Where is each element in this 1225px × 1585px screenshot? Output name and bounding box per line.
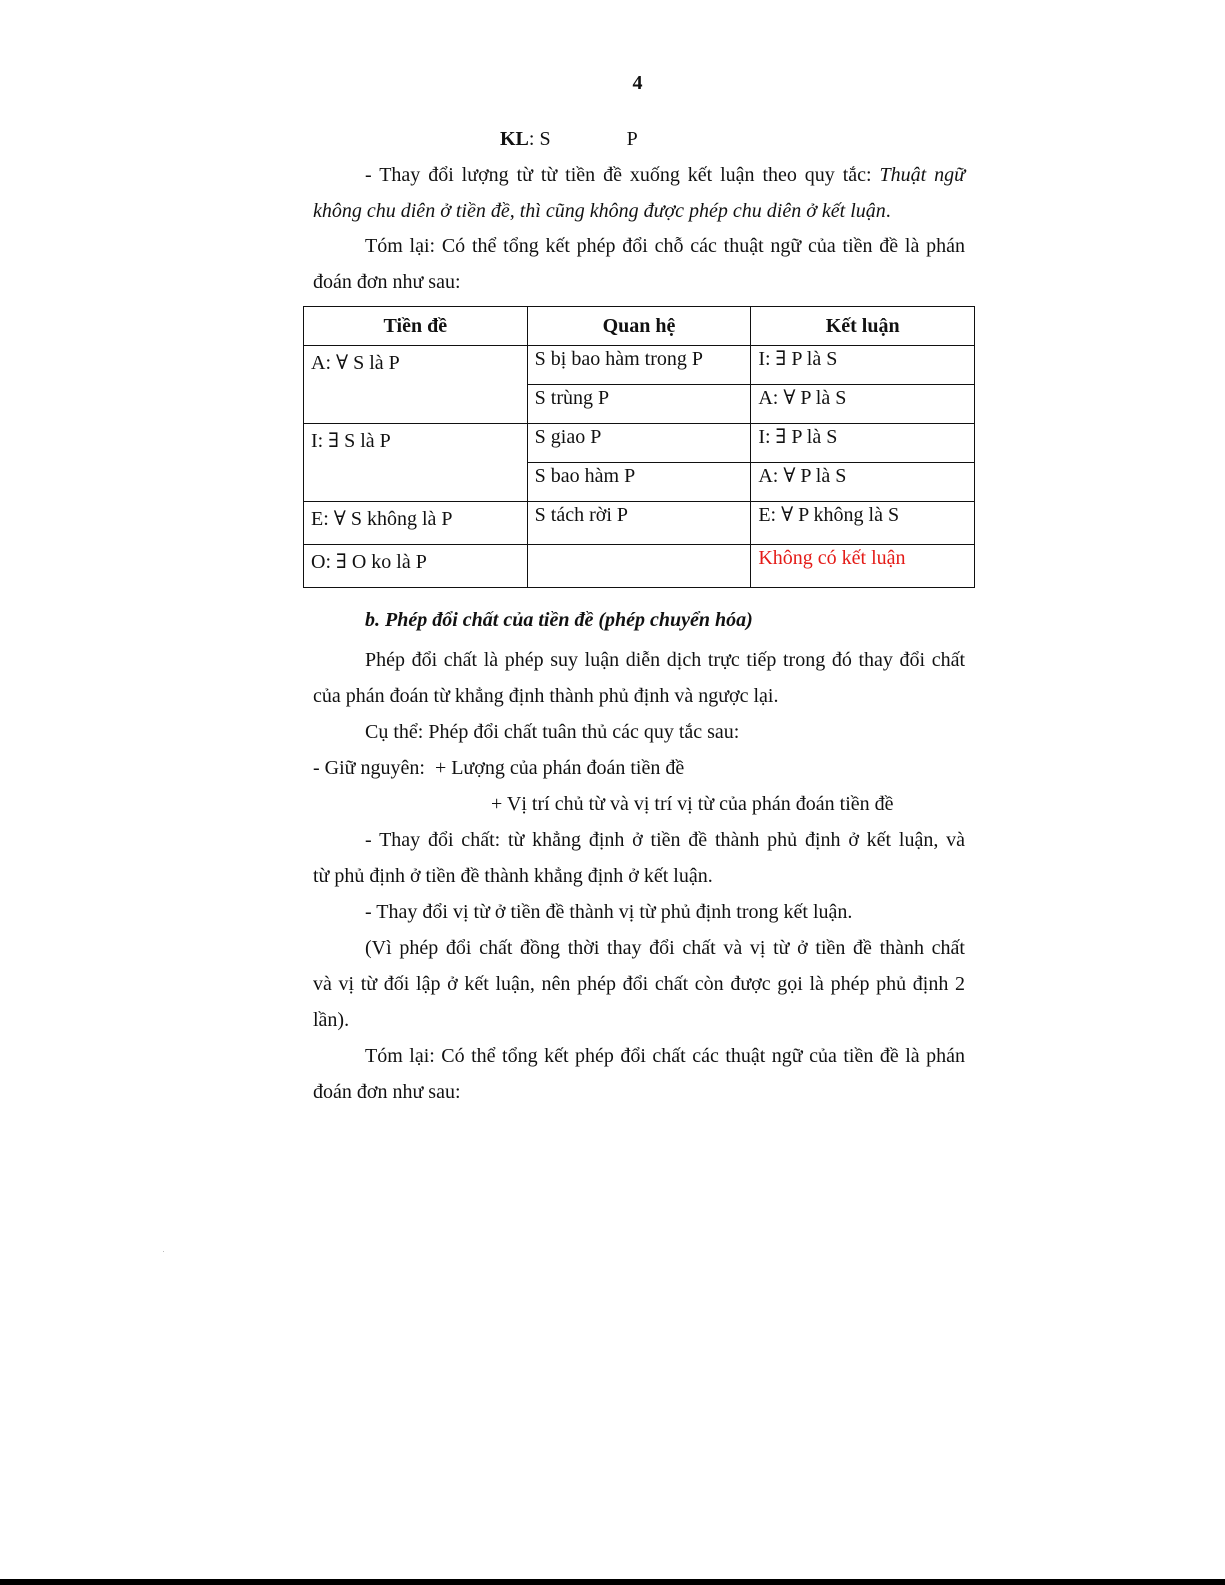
relation-cell: S trùng P: [527, 385, 751, 424]
keep-item: + Lượng của phán đoán tiền đề: [434, 757, 685, 779]
table-row: [304, 502, 975, 545]
paragraph-summary-conversion: Tóm lại: Có thể tổng kết phép đổi chỗ các thuật ngữ của tiền đề là phán đoán đơn như sau:: [313, 235, 965, 293]
page-number: 4: [632, 72, 643, 94]
paragraph-change-predicate: - Thay đổi vị từ ở tiền đề thành vị từ phủ định trong kết luận.: [365, 901, 853, 923]
table-header-row: [304, 307, 975, 346]
conclusion-cell: I: ∃ P là S: [751, 346, 975, 385]
conclusion-predicate: P: [626, 128, 638, 150]
premise-cell: I: ∃ S là P: [304, 424, 528, 502]
premise-cell: E: ∀ S không là P: [304, 502, 528, 545]
conversion-summary-table: [303, 306, 975, 588]
header-premise: Tiền đề: [304, 307, 528, 346]
no-conclusion-cell: Không có kết luận: [751, 545, 975, 588]
conclusion-label: KL: [500, 128, 529, 150]
table-row: [304, 346, 975, 385]
keep-item: + Vị trí chủ từ và vị trí vị từ của phán đoán tiền đề: [491, 793, 894, 815]
conclusion-line: [500, 124, 638, 154]
conclusion-subject: : S: [528, 128, 551, 150]
header-conclusion: Kết luận: [751, 307, 975, 346]
paragraph-explanation: (Vì phép đổi chất đồng thời thay đổi chất và vị từ ở tiền đề thành chất và vị từ đối lập ở kết luận, nên phép đổi chất còn được gọi là phép phủ định 2 lần).: [313, 937, 965, 1031]
header-relation: Quan hệ: [527, 307, 751, 346]
conclusion-cell: A: ∀ P là S: [751, 385, 975, 424]
relation-cell: S bao hàm P: [527, 463, 751, 502]
premise-cell: O: ∃ O ko là P: [304, 545, 528, 588]
table-row: [304, 545, 975, 588]
paragraph-quantifier-rule: - Thay đổi lượng từ từ tiền đề xuống kết luận theo quy tắc: Thuật ngữ không chu diên ở tiền đề, thì cũng không được phép chu diên ở kết luận.: [313, 164, 965, 222]
conclusion-cell: E: ∀ P không là S: [751, 502, 975, 545]
relation-cell: S bị bao hàm trong P: [527, 346, 751, 385]
paragraph-keep-rules: [313, 750, 965, 822]
relation-cell: S tách rời P: [527, 502, 751, 545]
keep-lead: - Giữ nguyên:: [313, 757, 425, 779]
table-row: [304, 424, 975, 463]
relation-cell: S giao P: [527, 424, 751, 463]
premise-cell: A: ∀ S là P: [304, 346, 528, 424]
paragraph-definition: Phép đổi chất là phép suy luận diễn dịch trực tiếp trong đó thay đổi chất của phán đoán từ khẳng định thành phủ định và ngược lại.: [313, 649, 965, 707]
rule-italic-start: Thuật ngữ: [879, 164, 965, 186]
scan-speck: [163, 1251, 164, 1252]
rule-text: - Thay đổi lượng từ từ tiền đề xuống kết luận theo quy tắc:: [365, 164, 880, 186]
conclusion-cell: A: ∀ P là S: [751, 463, 975, 502]
section-heading: b. Phép đổi chất của tiền đề (phép chuyển hóa): [365, 609, 753, 631]
relation-cell: [527, 545, 751, 588]
paragraph-rules-intro: Cụ thể: Phép đổi chất tuân thủ các quy tắc sau:: [365, 721, 740, 743]
paragraph-summary-obversion: Tóm lại: Có thể tổng kết phép đổi chất các thuật ngữ của tiền đề là phán đoán đơn như sau:: [313, 1045, 965, 1103]
conclusion-cell: I: ∃ P là S: [751, 424, 975, 463]
page-bottom-border: [0, 1579, 1225, 1585]
paragraph-change-quality: - Thay đổi chất: từ khẳng định ở tiền đề thành phủ định ở kết luận, và từ phủ định ở tiền đề thành khẳng định ở kết luận.: [313, 829, 965, 887]
rule-italic-end: không chu diên ở tiền đề, thì cũng không được phép chu diên ở kết luận: [313, 200, 886, 222]
